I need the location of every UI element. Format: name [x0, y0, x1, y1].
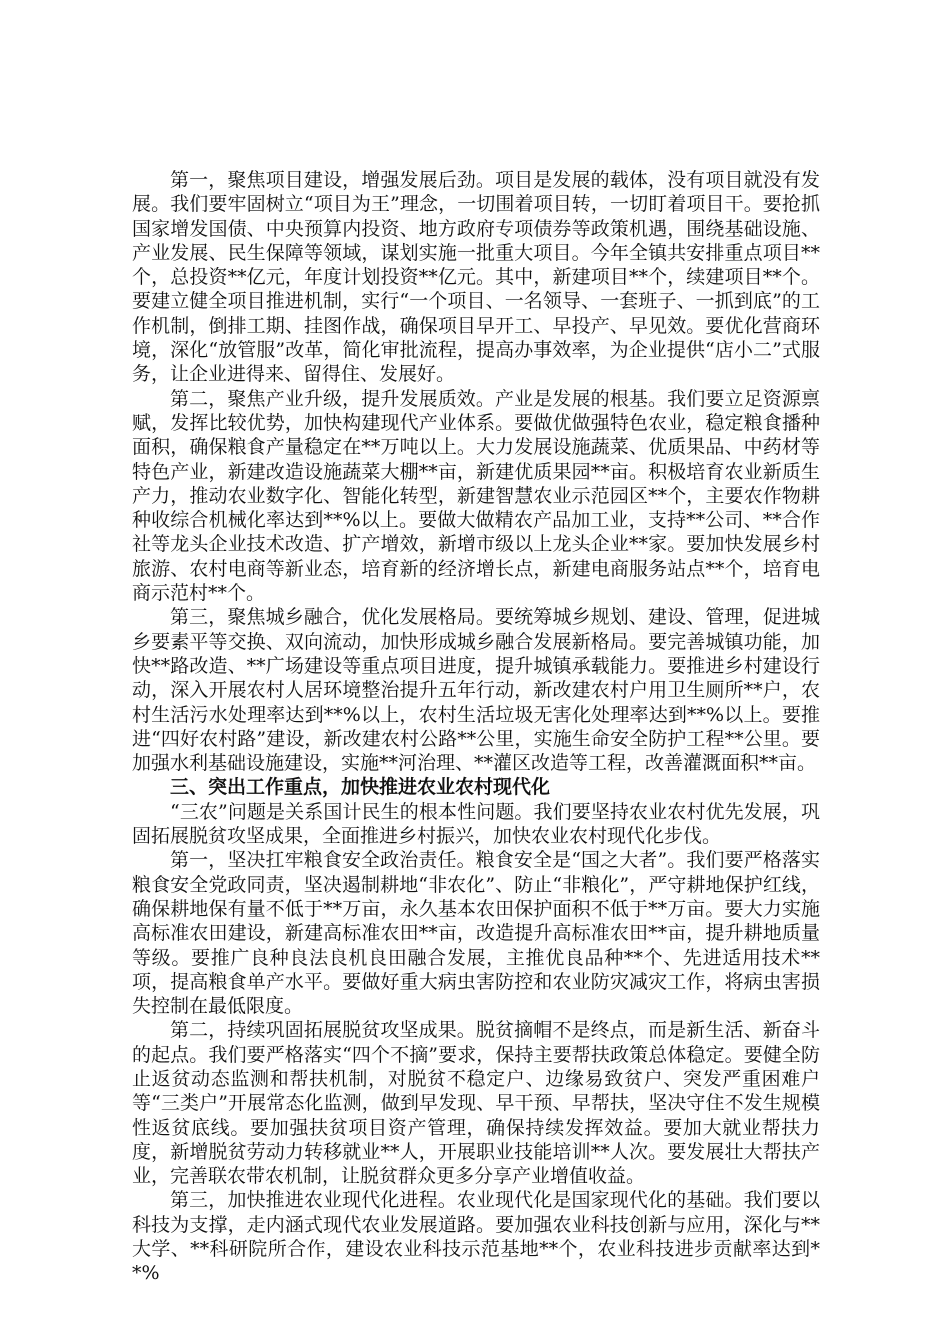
paragraph-industry-upgrade: 第二，聚焦产业升级，提升发展质效。产业是发展的根基。我们要立足资源禀赋，发挥比较优势，加快构建现代产业体系。要做优做强特色农业，稳定粮食播种面积，确保粮食产量稳定在**万吨以上。大力发展设施蔬菜、优质果品、中药材等特色产业，新建改造设施蔬菜大棚**亩，新建优质果园**亩。积极培育农业新质生产力，推动农业数字化、智能化转型，新建智慧农业示范园区**个，主要农作物耕种收综合机械化率达到**%以上。要做大做精农产品加工业，支持**公司、**合作社等龙头企业技术改造、扩产增效，新增市级以上龙头企业**家。要加快发展乡村旅游、农村电商等新业态，培育新的经济增长点，新建电商服务站点**个，培育电商示范村**个。	[132, 387, 820, 605]
section-heading-three: 三、突出工作重点，加快推进农业农村现代化	[170, 776, 551, 799]
paragraph-food-security: 第一，坚决扛牢粮食安全政治责任。粮食安全是“国之大者”。我们要严格落实粮食安全党政同责，坚决遏制耕地“非农化”、防止“非粮化”，严守耕地保护红线，确保耕地保有量不低于**万亩，永久基本农田保护面积不低于**万亩。要大力实施高标准农田建设，新建高标准农田**亩，改造提升高标准农田**亩，提升耕地质量等级。要推广良种良法良机良田融合发展，主推优良品种**个、先进适用技术**项，提高粮食单产水平。要做好重大病虫害防控和农业防灾减灾工作，将病虫害损失控制在最低限度。	[132, 849, 820, 1018]
paragraph-sannong-intro: “三农”问题是关系国计民生的根本性问题。我们要坚持农业农村优先发展，巩固拓展脱贫攻坚成果，全面推进乡村振兴，加快农业农村现代化步伐。	[132, 800, 820, 848]
document-body	[132, 168, 820, 1286]
paragraph-agricultural-modernization: 第三，加快推进农业现代化进程。农业现代化是国家现代化的基础。我们要以科技为支撑，走内涵式现代农业发展道路。要加强农业科技创新与应用，深化与**大学、**科研院所合作，建设农业科技示范基地**个，农业科技进步贡献率达到**%	[132, 1189, 820, 1285]
paragraph-project-construction: 第一，聚焦项目建设，增强发展后劲。项目是发展的载体，没有项目就没有发展。我们要牢固树立“项目为王”理念，一切围着项目转，一切盯着项目干。要抢抓国家增发国债、中央预算内投资、地方政府专项债券等政策机遇，围绕基础设施、产业发展、民生保障等领域，谋划实施一批重大项目。今年全镇共安排重点项目**个，总投资**亿元，年度计划投资**亿元。其中，新建项目**个，续建项目**个。要建立健全项目推进机制，实行“一个项目、一名领导、一套班子、一抓到底”的工作机制，倒排工期、挂图作战，确保项目早开工、早投产、早见效。要优化营商环境，深化“放管服”改革，简化审批流程，提高办事效率，为企业提供“店小二”式服务，让企业进得来、留得住、发展好。	[132, 169, 820, 386]
paragraph-poverty-alleviation: 第二，持续巩固拓展脱贫攻坚成果。脱贫摘帽不是终点，而是新生活、新奋斗的起点。我们要严格落实“四个不摘”要求，保持主要帮扶政策总体稳定。要健全防止返贫动态监测和帮扶机制，对脱贫不稳定户、边缘易致贫户、突发严重困难户等“三类户”开展常态化监测，做到早发现、早干预、早帮扶，坚决守住不发生规模性返贫底线。要加强扶贫项目资产管理，确保持续发挥效益。要加大就业帮扶力度，新增脱贫劳动力转移就业**人，开展职业技能培训**人次。要发展壮大帮扶产业，完善联农带农机制，让脱贫群众更多分享产业增值收益。	[132, 1019, 820, 1188]
paragraph-urban-rural-integration: 第三，聚焦城乡融合，优化发展格局。要统筹城乡规划、建设、管理，促进城乡要素平等交换、双向流动，加快形成城乡融合发展新格局。要完善城镇功能，加快**路改造、**广场建设等重点项目进度，提升城镇承载能力。要推进乡村建设行动，深入开展农村人居环境整治提升五年行动，新改建农村户用卫生厕所**户，农村生活污水处理率达到**%以上，农村生活垃圾无害化处理率达到**%以上。要推进“四好农村路”建设，新改建农村公路**公里，实施生命安全防护工程**公里。要加强水利基础设施建设，实施**河治理、**灌区改造等工程，改善灌溉面积**亩。	[132, 606, 820, 775]
